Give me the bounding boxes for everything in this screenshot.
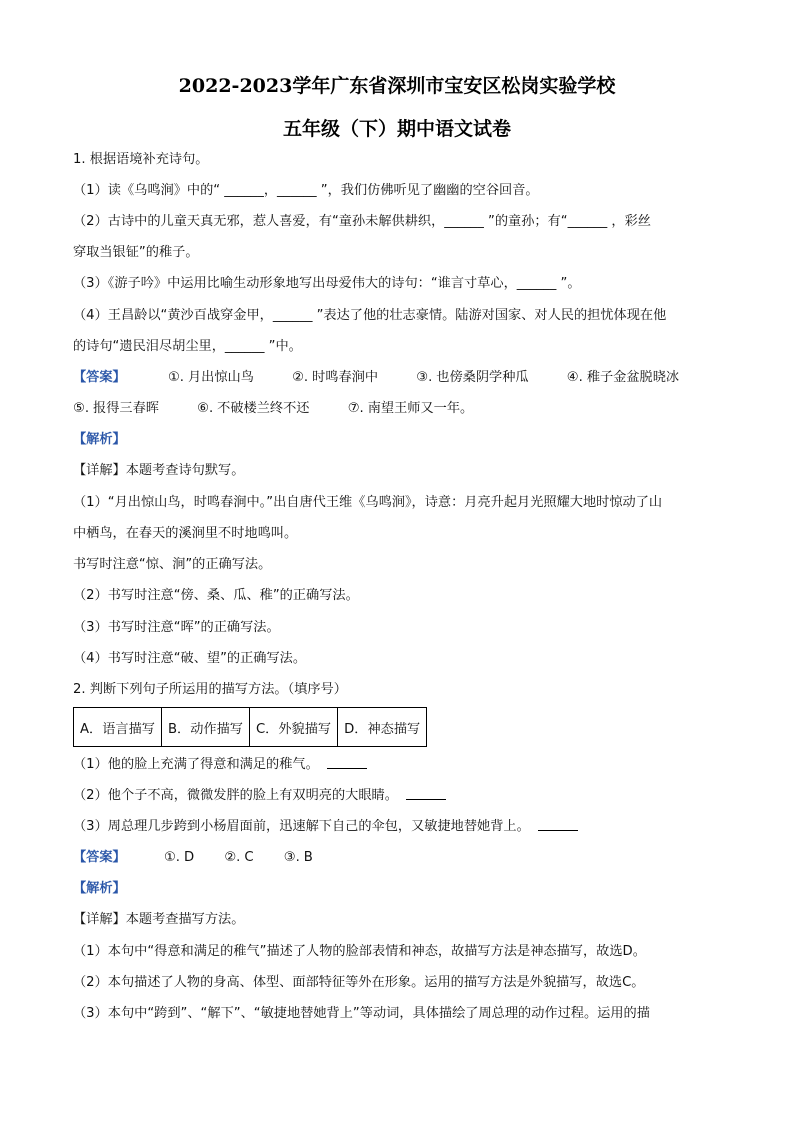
- q1-analysis-label: 【解析】: [73, 432, 126, 447]
- q2-detail1: （1）本句中“得意和满足的稚气”描述了人物的脸部表情和神态，故描写方法是神态描写，故选D。: [73, 944, 646, 959]
- q2-options-table: [73, 707, 427, 747]
- q1-detail1-line1: （1）“月出惊山鸟，时鸣春涧中。”出自唐代王维《乌鸣涧》，诗意：月亮升起月光照耀大地时惊动了山: [73, 495, 663, 510]
- q1-part3: （3）《游子吟》中运用比喻生动形象地写出母爱伟大的诗句：“谁言寸草心，______ ”。: [73, 276, 581, 291]
- q2-detail3: （3）本句中“跨到”、“解下”、“敏捷地替她背上”等动词，具体描绘了周总理的动作过程。运用的描: [73, 1006, 650, 1021]
- answer-item: ⑦. 南望王师又一年。: [347, 401, 474, 416]
- q1-answer-row1: [73, 369, 679, 387]
- q1-part2-line2: 穿取当银钲”的稚子。: [73, 245, 199, 260]
- answer-blank: [327, 756, 367, 769]
- answer-item: ⑤. 报得三春晖: [73, 401, 159, 416]
- answer-blank: [406, 787, 446, 800]
- q1-detail4: （4）书写时注意“破、望”的正确写法。: [73, 651, 307, 666]
- answer-item: ③. B: [283, 850, 313, 865]
- answer-item: ②. 时鸣春涧中: [292, 370, 379, 385]
- q2-detail2: （2）本句描述了人物的身高、体型、面部特征等外在形象。运用的描写方法是外貌描写，故选C。: [73, 975, 645, 990]
- q1-detail1-line2: 中栖鸟，在春天的溪涧里不时地鸣叫。: [73, 526, 298, 541]
- q2-answer-row: [73, 849, 347, 867]
- q1-part2-line1: （2）古诗中的儿童天真无邪，惹人喜爱，有“童孙未解供耕织，______ ”的童孙；有“______ ，彩丝: [73, 214, 651, 229]
- q2-option-c: C．外貌描写: [249, 708, 337, 747]
- q1-part4-line2: 的诗句“遗民泪尽胡尘里，______ ”中。: [73, 339, 302, 354]
- answer-item: ①. 月出惊山鸟: [167, 370, 254, 385]
- q2-option-b: B．动作描写: [161, 708, 249, 747]
- q1-stem: 1. 根据语境补充诗句。: [73, 152, 209, 167]
- q1-answer-row2: [73, 400, 507, 418]
- answer-item: ②. C: [224, 850, 254, 865]
- q1-detail2: （2）书写时注意“傍、桑、瓜、稚”的正确写法。: [73, 588, 359, 603]
- answer-item: ①. D: [163, 850, 195, 865]
- q1-part4-line1: （4）王昌龄以“黄沙百战穿金甲，______ ”表达了他的壮志豪情。陆游对国家、对人民的担忧体现在他: [73, 308, 667, 323]
- q1-detail3: （3）书写时注意“晖”的正确写法。: [73, 620, 280, 635]
- answer-item: ⑥. 不破楼兰终不还: [197, 401, 310, 416]
- exam-title-line1: 2022-2023学年广东省深圳市宝安区松岗实验学校: [178, 75, 616, 97]
- q1-detail: 【详解】本题考查诗句默写。: [73, 463, 245, 478]
- q1-part1: （1）读《乌鸣涧》中的“ ______，______ ”，我们仿佛听见了幽幽的空谷回音。: [73, 183, 539, 198]
- answer-label: 【答案】: [73, 370, 126, 385]
- q2-sentence1: （1）他的脸上充满了得意和满足的稚气。: [73, 756, 367, 774]
- q2-option-a: A．语言描写: [74, 708, 162, 747]
- answer-blank: [538, 818, 578, 831]
- answer-item: ④. 稚子金盆脱晓冰: [566, 370, 680, 385]
- q2-analysis-label: 【解析】: [73, 881, 126, 896]
- q1-detail1-line3: 书写时注意“惊、涧”的正确写法。: [73, 557, 272, 572]
- answer-label: 【答案】: [73, 850, 126, 865]
- q2-detail: 【详解】本题考查描写方法。: [73, 912, 245, 927]
- q2-sentence3: （3）周总理几步跨到小杨眉面前，迅速解下自己的伞包，又敏捷地替她背上。: [73, 818, 578, 836]
- q2-sentence2: （2）他个子不高，微微发胖的脸上有双明亮的大眼睛。: [73, 787, 446, 805]
- answer-item: ③. 也傍桑阴学种瓜: [416, 370, 529, 385]
- q2-option-d: D．神态描写: [338, 708, 427, 747]
- exam-title-line2: 五年级（下）期中语文试卷: [282, 118, 511, 140]
- q2-stem: 2. 判断下列句子所运用的描写方法。（填序号）: [73, 682, 347, 697]
